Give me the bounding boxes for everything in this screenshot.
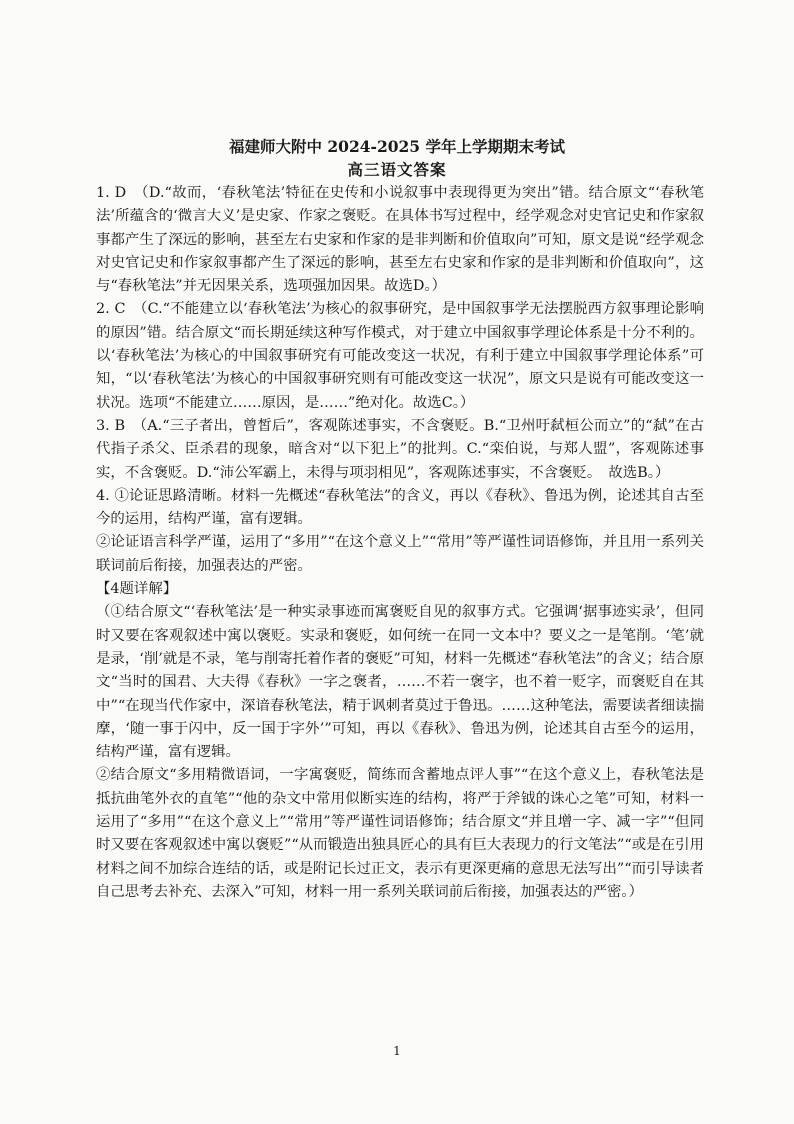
page-number: 1: [393, 1044, 401, 1058]
answer-content: [96, 182, 704, 904]
document-title: 福建师大附中 2024-2025 学年上学期期末考试: [228, 137, 565, 156]
detail-point-2: ②结合原文“多用精微语词，一字寓褒贬，简练而含蓄地点评人事”“在这个意义上，春秋笔法是抵抗曲笔外衣的直笔”“他的杂文中常用似断实连的结构，将严于斧钺的诛心之笔”可知，材料一运用了“多用”“在这个意义上”“常用”等严谨性词语修饰；结合原文“并且增一字、减一字”“但同时又要在客观叙述中寓以褒贬”“从而锻造出独具匠心的具有巨大表现力的行文笔法”“或是在引用材料之间不加综合连结的话，或是附记长过正文，表示有更深更痛的意思无法写出”“而引导读者自己思考去补充、去深入”可知，材料一用一系列关联词前后衔接，加强表达的严密。）: [96, 767, 704, 900]
answer-4-point-1: 4. ①论证思路清晰。材料一先概述“春秋笔法”的含义，再以《春秋》、鲁迅为例，论述其自古至今的运用，结构严谨，富有逻辑。: [96, 487, 704, 528]
document-subtitle: 高三语文答案: [347, 160, 447, 179]
answer-3: 3. B （A.“三子者出，曾皙后”，客观陈述事实，不含褒贬。B.“卫州吁弑桓公而立”的“弑”在古代指子杀父、臣杀君的现象，暗含对“以下犯上”的批判。C.“栾伯说，与郑人盟”，客观陈述事实，不含褒贬。D.“沛公军霸上，未得与项羽相见”，客观陈述事实，不含褒贬。 故选B。）: [96, 417, 704, 481]
answer-2: 2. C （C.“不能建立以‘春秋笔法’为核心的叙事研究，是中国叙事学无法摆脱西方叙事理论影响的原因”错。结合原文“而长期延续这种写作模式，对于建立中国叙事学理论体系是十分不利的。以‘春秋笔法’为核心的中国叙事研究有可能改变这一状况，有利于建立中国叙事学理论体系”可知，“以‘春秋笔法’为核心的中国叙事研究则有可能改变这一状况”，原文只是说有可能改变这一状况。选项“不能建立……原因，是……”绝对化。故选C。）: [96, 301, 704, 411]
answer-1: 1. D （D.“故而，‘春秋笔法’特征在史传和小说叙事中表现得更为突出”错。结合原文“‘春秋笔法’所蕴含的‘微言大义’是史家、作家之褒贬。在具体书写过程中，经学观念对史官记史和作家叙事都产生了深远的影响，甚至左右史家和作家的是非判断和价值取向”可知，原文是说“经学观念对史官记史和作家叙事都产生了深远的影响，甚至左右史家和作家的是非判断和价值取向”，这与“春秋笔法”并无因果关系，选项强加因果。故选D。）: [96, 185, 704, 295]
detail-heading: 【4题详解】: [96, 581, 178, 598]
answer-4-point-2: ②论证语言科学严谨，运用了“多用”“在这个意义上”“常用”等严谨性词语修饰，并且用一系列关联词前后衔接，加强表达的严密。: [96, 534, 704, 574]
detail-point-1: （①结合原文“‘春秋笔法’是一种实录事迹而寓褒贬自见的叙事方式。它强调‘据事迹实录’，但同时又要在客观叙述中寓以褒贬。实录和褒贬，如何统一在同一文本中？要义之一是笔削。‘笔’就是录，‘削’就是不录，笔与削寄托着作者的褒贬”可知，材料一先概述“春秋笔法”的含义；结合原文“当时的国君、大夫得《春秋》一字之褒者，……不若一褒字，也不着一贬字，而褒贬自在其中”“在现当代作家中，深谙春秋笔法，精于讽刺者莫过于鲁迅。……这种笔法，需要读者细读揣摩，‘随一事于闪中，反一国于字外’”可知，再以《春秋》、鲁迅为例，论述其自古至今的运用，结构严谨，富有逻辑。: [96, 604, 704, 761]
